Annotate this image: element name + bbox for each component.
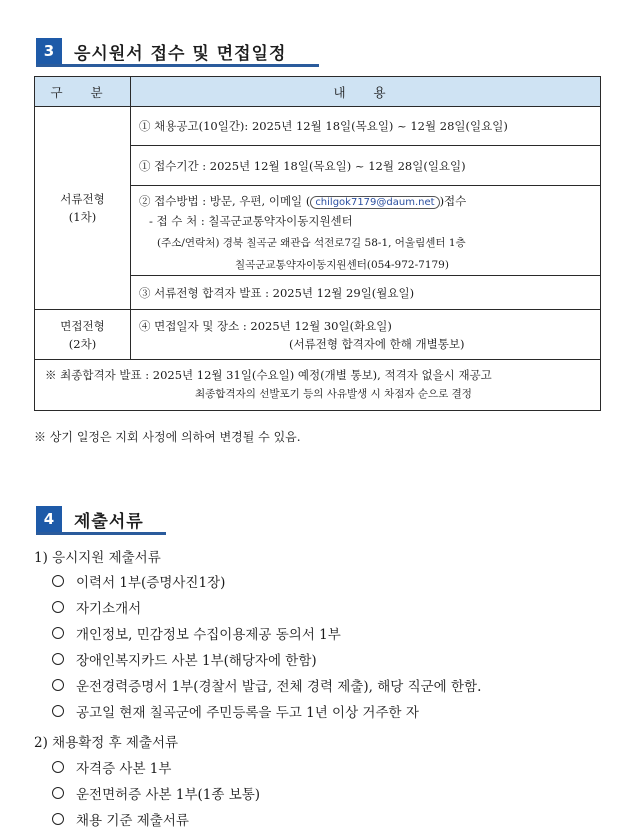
category-document-stage: (1차) xyxy=(68,210,97,224)
section3-heading xyxy=(36,38,286,64)
circle-bullet-icon xyxy=(52,813,64,825)
list-item xyxy=(52,757,171,777)
email-address: chilgok7179@daum.net xyxy=(310,196,439,209)
final-result-line: ※ 최종합격자 발표 : 2025년 12월 31일(수요일) 예정(개별 통보), 적격자 없을시 재공고 xyxy=(45,368,492,382)
list-item xyxy=(52,809,189,829)
group2-title: 2) 채용확정 후 제출서류 xyxy=(34,735,179,751)
list-item-text: 개인정보, 민감정보 수집이용제공 동의서 1부 xyxy=(76,627,341,643)
table-note-row xyxy=(35,360,601,411)
list-item xyxy=(52,597,141,617)
row-application-period: ① 접수기간 : 2025년 12월 18일(목요일) ~ 12월 28일(일요일) xyxy=(131,145,600,185)
circle-bullet-icon xyxy=(52,575,64,587)
section4-heading xyxy=(36,506,144,532)
list-item xyxy=(52,623,341,643)
method-suffix: )접수 xyxy=(439,194,467,208)
header-category: 구 분 xyxy=(35,77,131,107)
list-item-text: 공고일 현재 칠곡군에 주민등록을 두고 1년 이상 거주한 자 xyxy=(76,705,419,721)
circle-bullet-icon xyxy=(52,627,64,639)
interview-date-line: ④ 면접일자 및 장소 : 2025년 12월 30일(화요일) xyxy=(139,318,392,333)
circle-bullet-icon xyxy=(52,761,64,773)
circle-bullet-icon xyxy=(52,601,64,613)
table-header-row xyxy=(35,77,601,107)
list-item xyxy=(52,649,317,669)
table-row-document xyxy=(35,107,601,310)
circle-bullet-icon xyxy=(52,787,64,799)
list-item xyxy=(52,571,225,591)
category-interview-label: 면접전형 xyxy=(60,318,105,333)
center-contact-line: 칠곡군교통약자이동지원센터(054-972-7179) xyxy=(235,259,449,271)
category-document-label: 서류전형 xyxy=(60,192,105,206)
group1-title: 1) 응시지원 제출서류 xyxy=(34,550,161,566)
table-row-interview xyxy=(35,310,601,360)
circle-bullet-icon xyxy=(52,653,64,665)
list-item-text: 운전경력증명서 1부(경찰서 발급, 전체 경력 제출), 해당 직군에 한함. xyxy=(76,679,482,695)
list-item xyxy=(52,675,481,695)
list-item-text: 운전면허증 사본 1부(1종 보통) xyxy=(76,787,261,803)
final-result-subline: 최종합격자의 선발포기 등의 사유발생 시 차점자 순으로 결정 xyxy=(195,388,472,400)
circle-bullet-icon xyxy=(52,705,64,717)
list-item xyxy=(52,701,419,721)
section3-number: 3 xyxy=(36,38,62,64)
list-item xyxy=(52,783,260,803)
section4-title: 제출서류 xyxy=(74,511,144,532)
list-item-text: 채용 기준 제출서류 xyxy=(76,813,189,829)
schedule-table xyxy=(34,76,601,411)
interview-content xyxy=(131,310,601,360)
method-prefix: ② 접수방법 : 방문, 우편, 이메일 ( xyxy=(139,194,311,208)
list-item-text: 이력서 1부(증명사진1장) xyxy=(76,575,226,591)
row-application-method xyxy=(131,185,600,275)
category-interview xyxy=(35,310,131,360)
circle-bullet-icon xyxy=(52,679,64,691)
row-document-result: ③ 서류전형 합격자 발표 : 2025년 12월 29일(월요일) xyxy=(131,275,600,309)
list-item-text: 자격증 사본 1부 xyxy=(76,761,172,777)
section4-underline xyxy=(36,532,166,535)
list-item-text: 장애인복지카드 사본 1부(해당자에 한함) xyxy=(76,653,317,669)
header-content: 내 용 xyxy=(131,77,601,107)
final-result-note xyxy=(35,360,601,411)
section3-title: 응시원서 접수 및 면접일정 xyxy=(74,43,287,64)
schedule-footnote: ※ 상기 일정은 지회 사정에 의하여 변경될 수 있음. xyxy=(34,430,301,444)
row-announcement: ① 채용공고(10일간): 2025년 12월 18일(목요일) ~ 12월 28일(일요일) xyxy=(139,119,508,133)
category-interview-stage: (2차) xyxy=(68,336,97,351)
section3-underline xyxy=(36,64,319,67)
place-line: - 접 수 처 : 칠곡군교통약자이동지원센터 xyxy=(149,214,353,228)
category-document xyxy=(35,107,131,310)
method-line xyxy=(139,192,600,212)
section4-number: 4 xyxy=(36,506,62,532)
interview-notice-line: (서류전형 합격자에 한해 개별통보) xyxy=(289,336,465,351)
document-content xyxy=(131,107,601,310)
list-item-text: 자기소개서 xyxy=(76,601,142,617)
address-line: (주소/연락처) 경북 칠곡군 왜관읍 석전로7길 58-1, 어울림센터 1층 xyxy=(157,237,466,249)
